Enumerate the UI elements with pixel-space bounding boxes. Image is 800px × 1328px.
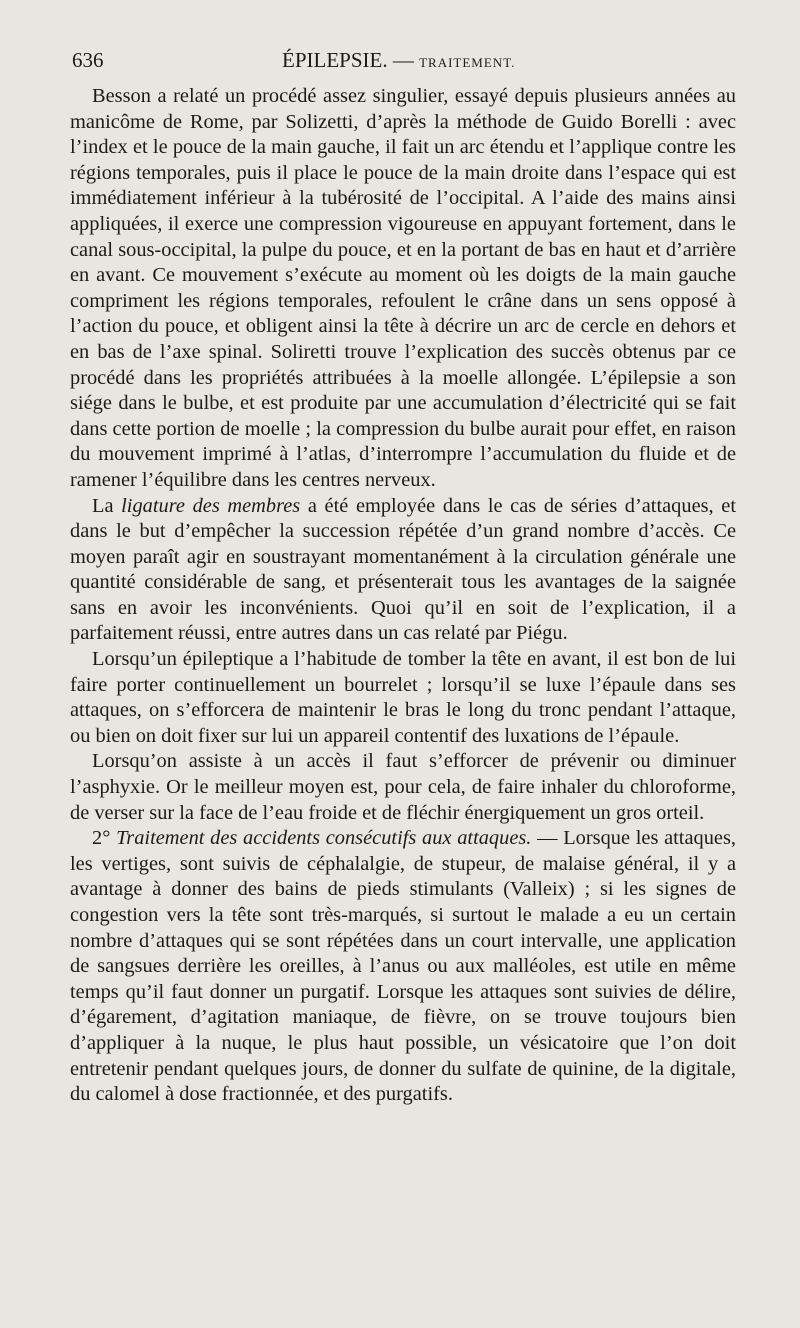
paragraph-asphyxie: Lorsqu’on assiste à un accès il faut s’efforcer de prévenir ou diminuer l’asphyxie. Or le meilleur moyen est, pour cela, de faire inhaler du chloroforme, de verser sur la face de l’eau froide et de fléchir énergiquement un gros orteil. — [70, 750, 736, 824]
paragraph-bourrelet: Lorsqu’un épileptique a l’habitude de tomber la tête en avant, il est bon de lui faire porter continuellement un bourrelet ; lorsqu’il se luxe l’épaule dans ses attaques, on s’efforcera de maintenir le bras le long du tronc pendant l’attaque, ou bien on doit fixer sur lui un appareil contentif des luxations de l’épaule. — [70, 648, 736, 747]
running-header — [70, 44, 736, 76]
section-title: TRAITEMENT. — [419, 55, 516, 70]
section-number: 2° — [92, 827, 111, 850]
paragraph-traitement-consecutif — [70, 826, 736, 1108]
chapter-title: ÉPILEPSIE. — [282, 48, 388, 72]
ligature-term: ligature des membres — [121, 494, 301, 517]
running-title — [282, 48, 515, 73]
ligature-text: a été employée dans le cas de séries d’attaques, et dans le but d’empêcher la succession répétée d’un grand nombre d’accès. Ce moyen paraît agir en soustrayant momentanément à la circulation générale une quantité considérable de sang, et présenterait tous les avantages de la saignée sans en avoir les inconvénients. Quoi qu’il en soit de l’explication, il a parfaitement réussi, entre autres dans un cas relaté par Piégu. — [70, 494, 736, 645]
paragraph-ligature — [70, 494, 736, 648]
section-text: — Lorsque les attaques, les vertiges, sont suivis de céphalalgie, de stupeur, de malaise général, il y a avantage à donner des bains de pieds stimulants (Valleix) ; si les signes de congestion vers la tête sont très-marqués, si surtout le malade a eu un certain nombre d’attaques qui se sont répétées dans un court intervalle, une application de sangsues derrière les oreilles, à l’anus ou aux malléoles, est utile en même temps qu’il faut donner un purgatif. Lorsque les attaques sont suivies de délire, d’égarement, d’agitation maniaque, de fièvre, on se trouve toujours bien d’appliquer à la nuque, le plus haut possible, un vésicatoire que l’on doit entretenir pendant quelques jours, de donner du sulfate de quinine, de la digitale, du calomel à dose fractionnée, et des purgatifs. — [70, 827, 736, 1106]
title-dash: — — [392, 48, 414, 72]
body-text — [70, 84, 736, 1108]
paragraph-besson: Besson a relaté un procédé assez singulier, essayé depuis plusieurs années au manicôme de Rome, par Solizetti, d’après la méthode de Guido Borelli : avec l’index et le pouce de la main gauche, il fait un arc étendu et l’applique contre les régions temporales, puis il place le pouce de la main droite dans l’espace qui est immédiatement inférieur à la tubérosité de l’occipital. A l’aide des mains ainsi appliquées, il exerce une compression vigoureuse en appuyant fortement, dans le canal sous-occipital, la pulpe du pouce, et en la portant de bas en haut et d’arrière en avant. Ce mouvement s’exécute au moment où les doigts de la main gauche compriment les régions temporales, refoulent le crâne dans un sens opposé à l’action du pouce, et obligent ainsi la tête à décrire un arc de cercle en dehors et en bas de l’axe spinal. Soliretti trouve l’explication des succès obtenus par ce procédé dans les propriétés attribuées à la moelle allongée. L’épilepsie a son siége dans le bulbe, et est produite par une accumulation d’électricité qui se fait dans cette portion de moelle ; la compression du bulbe aurait pour effet, en raison du mouvement imprimé à l’atlas, d’interrompre l’accumulation du fluide et de ramener l’équilibre dans les centres nerveux. — [70, 85, 736, 491]
section-heading: Traitement des accidents consécutifs aux attaques. — [116, 827, 532, 850]
ligature-lead: La — [92, 494, 122, 517]
page-number: 636 — [72, 48, 104, 72]
